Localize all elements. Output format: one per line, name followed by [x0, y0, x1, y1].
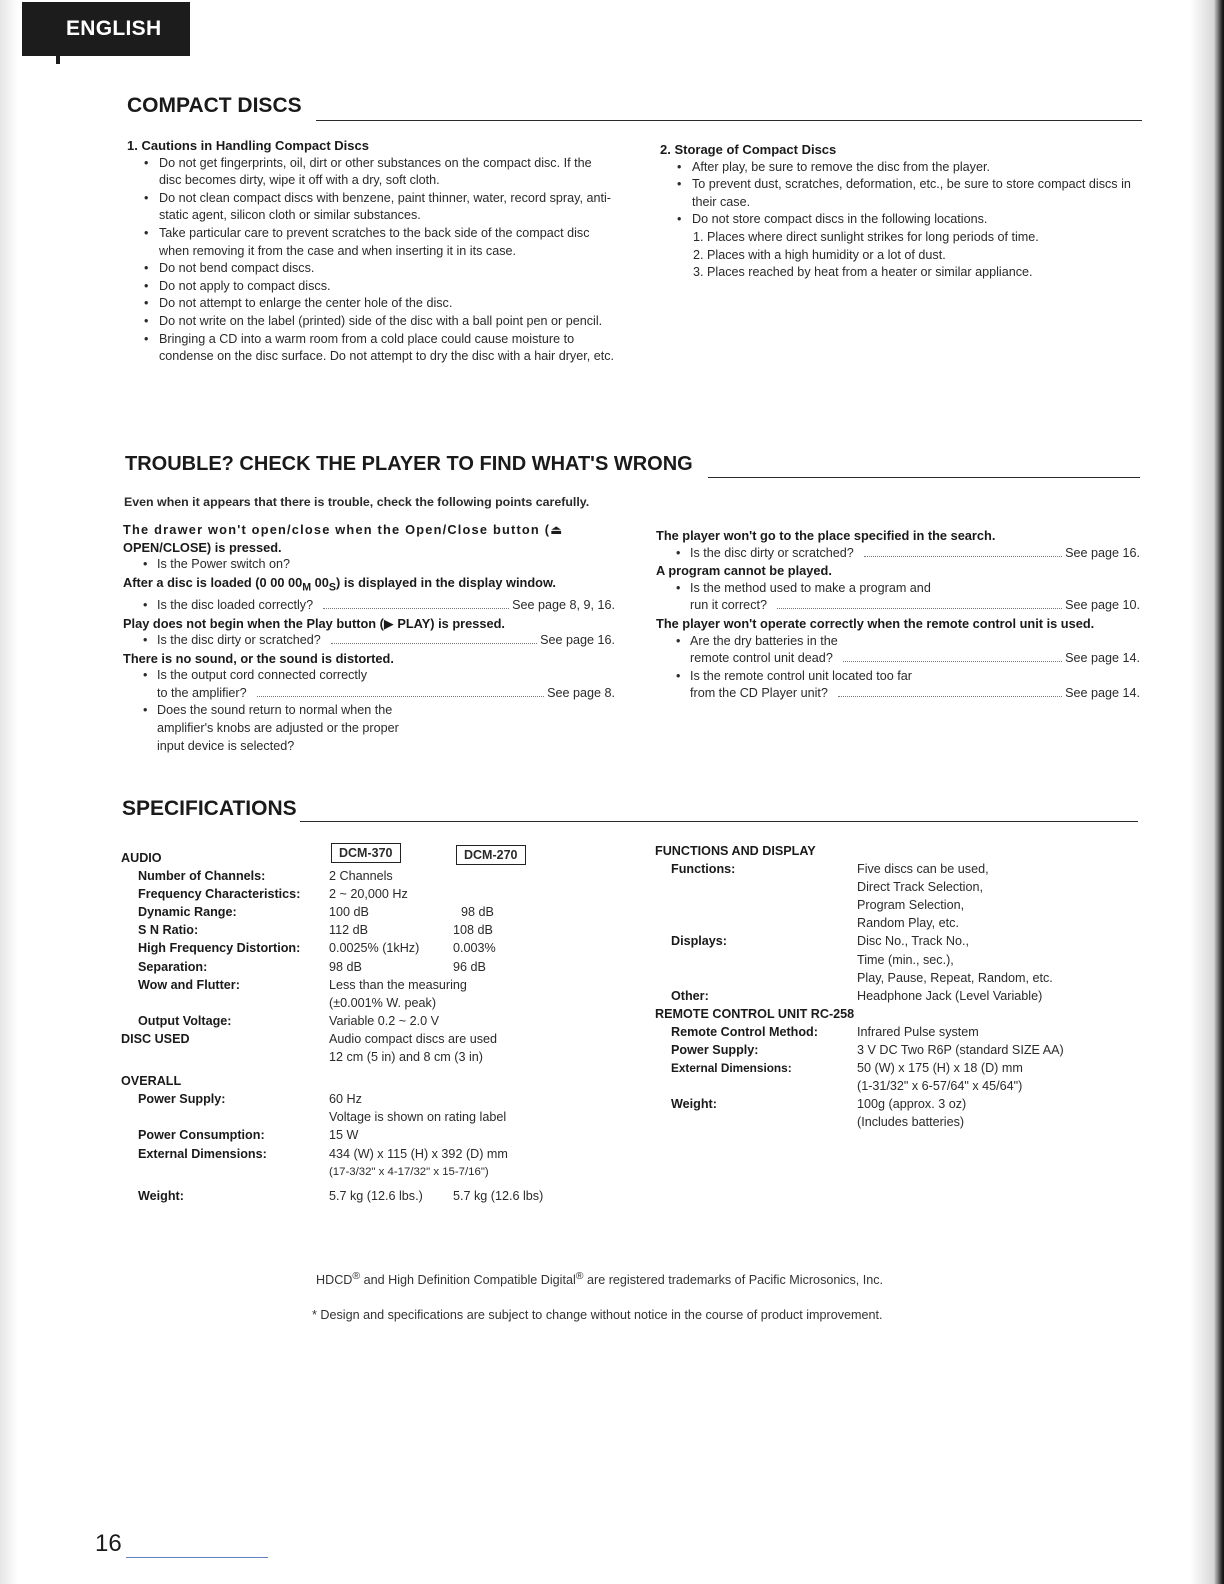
language-tab-label: ENGLISH	[66, 17, 162, 40]
spec-value: 12 cm (5 in) and 8 cm (3 in)	[329, 1050, 483, 1065]
spec-value: 96 dB	[453, 959, 486, 974]
spec-value: Direct Track Selection,	[857, 880, 983, 895]
spec-label: Weight:	[671, 1097, 717, 1112]
cautions-heading: 1. Cautions in Handling Compact Discs	[127, 138, 369, 153]
spec-label: Separation:	[138, 959, 208, 974]
list-item: • Do not write on the label (printed) side of the disc with a ball point pen or pencil.	[127, 313, 617, 331]
spec-value: (±0.001% W. peak)	[329, 995, 437, 1010]
overall-heading: OVERALL	[121, 1074, 182, 1089]
trouble-question	[123, 574, 615, 597]
answer-text: • Is the disc loaded correctly?	[157, 597, 314, 612]
spec-label: Dynamic Range:	[138, 905, 237, 920]
storage-block	[660, 141, 1145, 282]
storage-heading: 2. Storage of Compact Discs	[660, 142, 837, 157]
list-item: • After play, be sure to remove the disc from the player.	[660, 159, 1145, 177]
spec-value: 5.7 kg (12.6 lbs.)	[329, 1188, 423, 1203]
page-number: 16	[95, 1530, 122, 1557]
q2-mid: 00	[311, 574, 329, 590]
trouble-answer	[123, 632, 615, 650]
list-item: • Do not apply to compact discs.	[127, 278, 617, 296]
reg-mark: ®	[352, 1270, 361, 1282]
spec-label: Wow and Flutter:	[138, 977, 240, 992]
storage-list	[660, 159, 1145, 229]
page-number-rule	[126, 1557, 268, 1558]
spec-label: S N Ratio:	[138, 923, 199, 938]
spec-value: Variable 0.2 ~ 2.0 V	[329, 1013, 440, 1028]
trouble-title: TROUBLE? CHECK THE PLAYER TO FIND WHAT'S WRONG	[125, 453, 693, 475]
trouble-answer-cont	[656, 685, 1140, 703]
spec-value: 50 (W) x 175 (H) x 18 (D) mm	[857, 1061, 1023, 1076]
q2-sub-s: S	[328, 581, 337, 594]
page-reference: See page 8.	[547, 685, 615, 700]
trouble-question-cont: OPEN/CLOSE) is pressed.	[123, 539, 282, 555]
spec-label: Other:	[671, 988, 709, 1003]
spec-label: Functions:	[671, 862, 736, 877]
spec-label: Remote Control Method:	[671, 1024, 818, 1039]
specs-rule	[300, 821, 1138, 822]
spec-label: Weight:	[138, 1188, 184, 1203]
spec-value: 434 (W) x 115 (H) x 392 (D) mm	[329, 1146, 508, 1161]
spec-value: Audio compact discs are used	[329, 1031, 498, 1046]
spec-value: Disc No., Track No.,	[857, 934, 969, 949]
answer-text: remote control unit dead?	[690, 651, 833, 666]
trouble-question: Play does not begin when the Play button (▶ PLAY) is pressed.	[123, 615, 505, 631]
spec-value: 2 Channels	[329, 869, 393, 884]
spec-value: Infrared Pulse system	[857, 1024, 979, 1039]
page-reference: See page 8, 9, 16.	[512, 597, 615, 612]
specs-left	[121, 849, 641, 1205]
answer-text: to the amplifier?	[157, 685, 247, 700]
q2-sub-m: M	[302, 581, 312, 594]
answer-text: • Is the disc dirty or scratched?	[690, 545, 854, 560]
page-reference: See page 10.	[1065, 598, 1140, 613]
spec-value: (1-31/32" x 6-57/64" x 45/64")	[857, 1079, 1023, 1094]
trouble-question: The player won't go to the place specified in the search.	[656, 528, 996, 543]
spec-label: External Dimensions:	[671, 1061, 792, 1076]
model-dcm-370: DCM-370	[331, 843, 401, 863]
trouble-answer	[656, 545, 1140, 563]
spec-label: Frequency Characteristics:	[138, 887, 301, 902]
spec-value: Five discs can be used,	[857, 862, 989, 877]
spec-label: Power Supply:	[138, 1092, 226, 1107]
spec-value: 98 dB	[329, 959, 362, 974]
spec-value: 98 dB	[461, 905, 494, 920]
remote-control-heading: REMOTE CONTROL UNIT RC-258	[655, 1006, 855, 1021]
cautions-list	[127, 155, 617, 366]
trouble-answer: • Are the dry batteries in the	[656, 633, 1140, 651]
trademark-notice	[316, 1270, 883, 1287]
trouble-intro: Even when it appears that there is trouble, check the following points carefully.	[124, 495, 590, 509]
compact-discs-rule	[316, 120, 1142, 121]
spec-label: High Frequency Distortion:	[138, 941, 301, 956]
spec-value: 108 dB	[453, 923, 493, 938]
spec-value: Time (min., sec.),	[857, 952, 954, 967]
spec-value: Program Selection,	[857, 898, 965, 913]
answer-text: run it correct?	[690, 598, 767, 613]
list-item: • Do not clean compact discs with benzene, paint thinner, water, record spray, anti-static agent, silicon cloth or similar substances.	[127, 190, 617, 225]
spec-value: 60 Hz	[329, 1092, 362, 1107]
answer-text: • Is the disc dirty or scratched?	[157, 633, 321, 648]
trouble-answer-cont	[656, 597, 1140, 615]
audio-heading: AUDIO	[121, 851, 162, 865]
model-dcm-270: DCM-270	[456, 845, 526, 865]
spec-value: 15 W	[329, 1128, 359, 1143]
list-item: • Bringing a CD into a warm room from a cold place could cause moisture to condense on the disc surface. Do not attempt to dry the disc with a hair dryer, etc.	[127, 331, 617, 366]
specs-right	[655, 842, 1145, 1132]
q2-post: ) is displayed in the display window.	[336, 574, 556, 590]
spec-value: 112 dB	[329, 923, 368, 938]
storage-locations	[660, 229, 1145, 282]
spec-label: Power Supply:	[671, 1043, 759, 1058]
spec-label: Displays:	[671, 934, 727, 949]
list-item: 3. Places reached by heat from a heater or similar appliance.	[693, 265, 1033, 280]
specs-title: SPECIFICATIONS	[122, 797, 297, 820]
trouble-answer-cont: input device is selected?	[157, 738, 295, 753]
q2-pre: After a disc is loaded (0 00 00	[123, 574, 303, 590]
page-reference: See page 16.	[540, 633, 615, 648]
trouble-answer: • Is the remote control unit located too far	[656, 668, 1140, 686]
spec-value: Headphone Jack (Level Variable)	[857, 988, 1043, 1003]
trouble-right	[656, 527, 1140, 703]
tm-text-end: are registered trademarks of Pacific Microsonics, Inc.	[583, 1273, 884, 1288]
trouble-question: The player won't operate correctly when the remote control unit is used.	[656, 615, 1095, 631]
page-edge-right	[1190, 0, 1224, 1584]
spec-value: (Includes batteries)	[857, 1115, 965, 1130]
spec-value: Less than the measuring	[329, 977, 467, 992]
spec-label: External Dimensions:	[138, 1146, 267, 1161]
spec-value: 2 ~ 20,000 Hz	[329, 887, 408, 902]
spec-value: 5.7 kg (12.6 lbs)	[453, 1188, 544, 1203]
trouble-question: The drawer won't open/close when the Open/Close button (⏏	[123, 522, 564, 537]
trouble-rule	[708, 477, 1140, 478]
trouble-answer-cont	[123, 685, 615, 703]
compact-discs-title: COMPACT DISCS	[127, 94, 302, 117]
trouble-answer: • Does the sound return to normal when the	[123, 702, 615, 720]
trouble-answer: • Is the output cord connected correctly	[123, 667, 615, 685]
spec-value: 100g (approx. 3 oz)	[857, 1097, 967, 1112]
page-edge-left	[0, 0, 18, 1584]
reg-mark: ®	[575, 1270, 584, 1282]
list-item: • Do not get fingerprints, oil, dirt or other substances on the compact disc. If the disc becomes dirty, wipe it off with a dry, soft cloth.	[127, 155, 617, 190]
list-item: • To prevent dust, scratches, deformation, etc., be sure to store compact discs in their case.	[660, 176, 1145, 211]
spec-value: Random Play, etc.	[857, 916, 959, 931]
functions-display-heading: FUNCTIONS AND DISPLAY	[655, 844, 816, 858]
page-reference: See page 16.	[1065, 545, 1140, 560]
spec-change-note: * Design and specifications are subject to change without notice in the course of product improvement.	[312, 1308, 883, 1322]
list-item: • Do not attempt to enlarge the center hole of the disc.	[127, 295, 617, 313]
spec-value: Play, Pause, Repeat, Random, etc.	[857, 970, 1053, 985]
list-item: • Take particular care to prevent scratches to the back side of the compact disc when removing it from the case and when inserting it in its case.	[127, 225, 617, 260]
trouble-question: There is no sound, or the sound is distorted.	[123, 650, 394, 666]
page-reference: See page 14.	[1065, 686, 1140, 701]
spec-value: 3 V DC Two R6P (standard SIZE AA)	[857, 1043, 1064, 1058]
spec-value: 0.003%	[453, 941, 496, 956]
language-tab	[22, 2, 190, 56]
page-reference: See page 14.	[1065, 651, 1140, 666]
trouble-question: A program cannot be played.	[656, 563, 832, 579]
spec-value: Voltage is shown on rating label	[329, 1110, 507, 1125]
spec-label: Output Voltage:	[138, 1013, 232, 1028]
list-item: • Do not store compact discs in the following locations.	[660, 211, 1145, 229]
spec-label: Power Consumption:	[138, 1128, 265, 1143]
answer-text: from the CD Player unit?	[690, 686, 828, 701]
list-item: 2. Places with a high humidity or a lot of dust.	[693, 247, 946, 262]
tm-hdcd: HDCD	[316, 1273, 353, 1288]
list-item: 1. Places where direct sunlight strikes for long periods of time.	[693, 229, 1039, 244]
trouble-answer-cont: amplifier's knobs are adjusted or the proper	[157, 721, 399, 736]
cautions-block	[127, 137, 617, 366]
trouble-answer: • Is the Power switch on?	[123, 556, 615, 574]
trouble-answer: • Is the method used to make a program and	[656, 580, 1140, 598]
trouble-answer	[123, 597, 615, 615]
trouble-left	[123, 521, 615, 755]
disc-heading: DISC USED	[121, 1031, 190, 1046]
list-item: • Do not bend compact discs.	[127, 260, 617, 278]
spec-label: Number of Channels:	[138, 869, 266, 884]
tm-text: and High Definition Compatible Digital	[360, 1273, 576, 1288]
trouble-answer-cont	[656, 650, 1140, 668]
spec-value: 100 dB	[329, 905, 369, 920]
spec-value: (17-3/32" x 4-17/32" x 15-7/16")	[329, 1165, 489, 1178]
spec-value: 0.0025% (1kHz)	[329, 941, 420, 956]
